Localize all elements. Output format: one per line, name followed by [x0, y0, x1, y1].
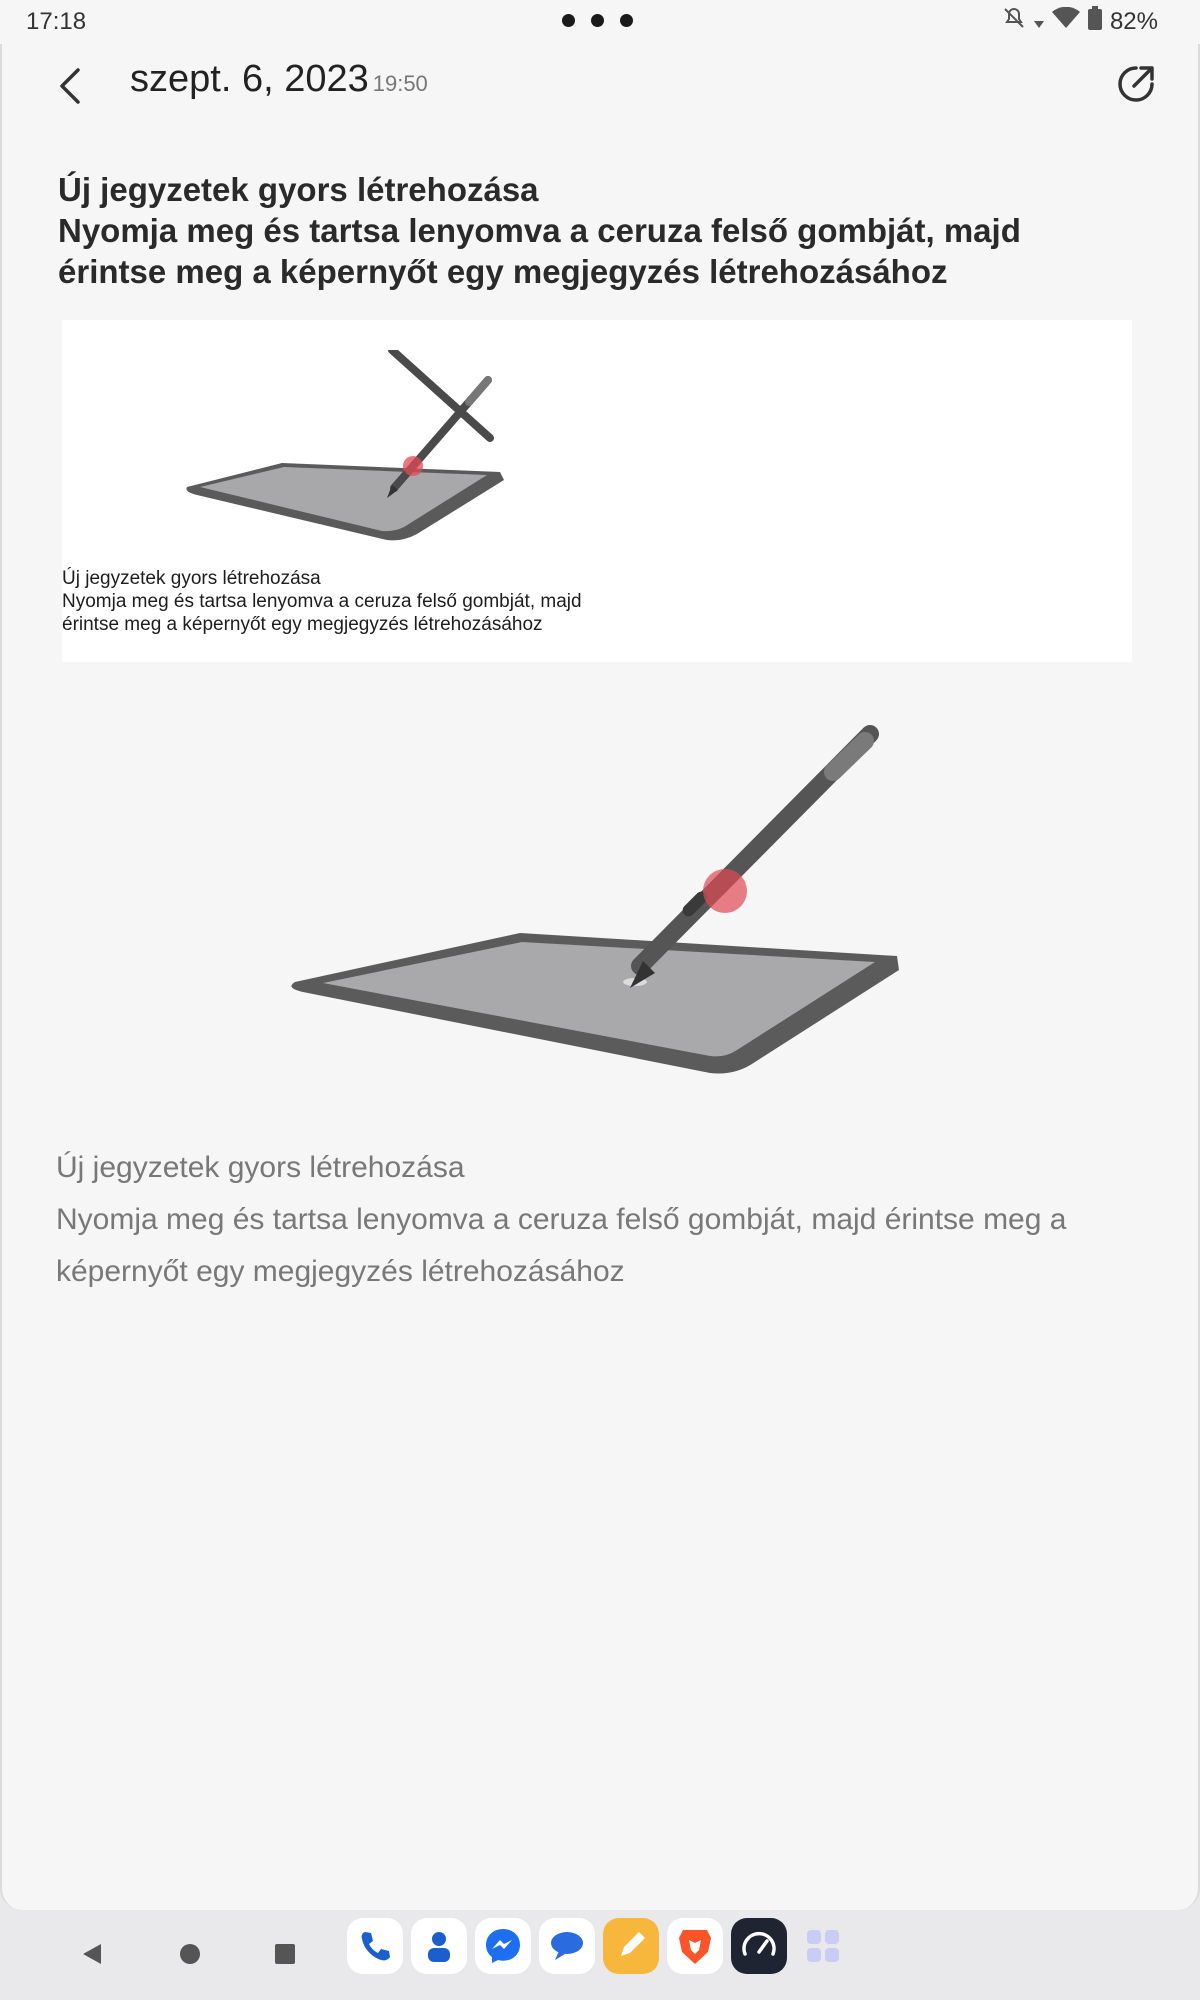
brave-app-icon[interactable]	[667, 1918, 723, 1974]
home-circle-icon	[179, 1943, 201, 1965]
status-bar	[0, 0, 1200, 44]
notes-app-icon[interactable]	[603, 1918, 659, 1974]
nav-home-button[interactable]	[170, 1934, 210, 1974]
wifi-icon	[1052, 7, 1080, 36]
note-date	[130, 58, 428, 101]
caption-line: Nyomja meg és tartsa lenyomva a ceruza felső gombját, majd	[62, 591, 582, 612]
messenger-app-icon[interactable]	[475, 1918, 531, 1974]
note-date-text: szept. 6, 2023	[130, 58, 369, 100]
speedometer-app-icon[interactable]	[731, 1918, 787, 1974]
body-line: Új jegyzetek gyors létrehozása	[56, 1151, 465, 1184]
body-line: képernyőt egy megjegyzés létrehozásához	[56, 1255, 625, 1288]
status-icons	[1002, 6, 1158, 37]
pen-tablet-illustration	[285, 720, 905, 1090]
embedded-image[interactable]	[62, 320, 1132, 662]
image-caption	[62, 567, 582, 636]
navigation-bar	[0, 1910, 1200, 2000]
caption-line: Új jegyzetek gyors létrehozása	[62, 568, 321, 589]
heading-line: érintse meg a képernyőt egy megjegyzés létrehozásához	[58, 253, 948, 290]
app-drawer-icon[interactable]	[795, 1918, 851, 1974]
app-dock	[347, 1918, 851, 1974]
back-arrow-icon	[58, 66, 82, 106]
share-icon	[1115, 63, 1157, 105]
note-content	[58, 169, 1148, 292]
recents-square-icon	[274, 1943, 296, 1965]
status-dots	[562, 14, 633, 27]
caption-line: érintse meg a képernyőt egy megjegyzés létrehozásához	[62, 614, 543, 635]
nav-recents-button[interactable]	[265, 1934, 305, 1974]
contacts-app-icon[interactable]	[411, 1918, 467, 1974]
share-button[interactable]	[1106, 54, 1166, 114]
nav-back-button[interactable]	[72, 1934, 112, 1974]
battery-percent: 82%	[1109, 7, 1158, 35]
note-time: 19:50	[372, 71, 428, 96]
heading-line: Nyomja meg és tartsa lenyomva a ceruza felső gombját, majd	[58, 212, 1021, 249]
mute-icon	[1002, 6, 1026, 37]
signal-icon	[1034, 8, 1044, 36]
status-time: 17:18	[26, 8, 87, 35]
body-line: Nyomja meg és tartsa lenyomva a ceruza felső gombját, majd érintse meg a	[56, 1203, 1067, 1236]
heading-line: Új jegyzetek gyors létrehozása	[58, 171, 539, 208]
battery-icon	[1088, 6, 1102, 37]
messages-app-icon[interactable]	[539, 1918, 595, 1974]
back-button[interactable]	[48, 56, 92, 116]
phone-app-icon[interactable]	[347, 1918, 403, 1974]
top-app-bar	[2, 44, 1198, 154]
back-triangle-icon	[81, 1943, 103, 1965]
note-heading	[58, 169, 1148, 292]
pen-tablet-illustration-small	[182, 350, 522, 550]
note-body	[56, 1142, 1156, 1298]
